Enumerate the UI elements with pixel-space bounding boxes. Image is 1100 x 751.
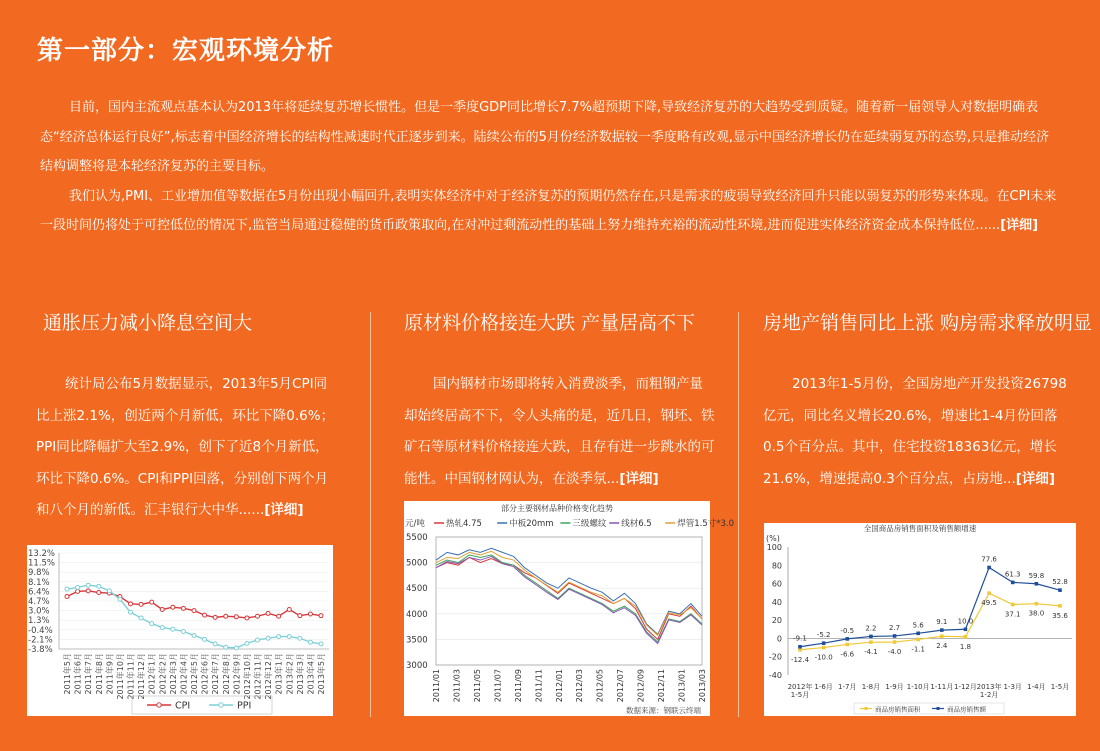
x-tick-label: 2013年2月 [285, 653, 295, 695]
x-tick-label: 2011年5月 [63, 653, 72, 695]
data-point-PPI [224, 645, 228, 649]
steel-price-chart [404, 501, 734, 716]
x-tick-label: 1-5月 [790, 691, 810, 699]
data-label: -5.2 [816, 631, 831, 640]
y-tick-label: 40 [771, 597, 782, 607]
data-point-PPI [129, 610, 133, 614]
x-tick-label: 2012/01 [554, 669, 564, 703]
data-point-CPI [65, 594, 69, 598]
data-point-CPI [224, 614, 228, 618]
x-tick-label: 2011年9月 [105, 653, 115, 695]
data-point-商品房销售额 [964, 627, 968, 631]
realestate-sales-chart-svg [764, 523, 1076, 716]
column-title-inflation: 通胀压力减小降息空间大 [43, 312, 253, 334]
cpi-ppi-chart-svg [27, 545, 333, 716]
column-divider-2 [738, 312, 739, 717]
data-label: 38.0 [1028, 609, 1045, 618]
legend-label: 商品房销售额 [947, 705, 986, 714]
series-line-商品房销售面积 [800, 593, 1060, 650]
x-tick-label: 1-11月 [930, 683, 954, 691]
x-tick-label: 2013/03 [698, 669, 707, 703]
data-point-PPI [277, 635, 281, 639]
x-tick-label: 2012年2月 [158, 653, 168, 695]
x-tick-label: 2011/03 [452, 669, 462, 703]
x-tick-label: 2011/01 [432, 669, 441, 703]
data-point-商品房销售额 [845, 637, 849, 641]
data-label: 52.8 [1052, 578, 1068, 587]
data-point-PPI [97, 584, 101, 588]
legend-label: 线材6.5 [621, 519, 652, 529]
x-tick-label: 1-5月 [1050, 683, 1070, 691]
data-label: 61.3 [1004, 570, 1021, 579]
column-body-inflation: 统计局公布5月数据显示，2013年5月CPI同比上涨2.1%，创近两个月新低，环比下降0.6%；PPI同比降幅扩大至2.9%，创下了近8个月新低，环比下降0.6%。CPI和PPI回落，分别创下两个月和八个月的新低。汇丰银行大中华......[详细] [36, 376, 335, 518]
chart-title: 部分主要钢材品种价格变化趋势 [501, 504, 613, 513]
data-label: 2.7 [888, 623, 901, 632]
data-point-商品房销售面积 [940, 634, 944, 638]
data-point-CPI [150, 600, 154, 604]
column-title-realestate: 房地产销售同比上涨 购房需求释放明显 [763, 312, 1093, 334]
x-tick-label: 2011/07 [493, 669, 503, 703]
data-point-CPI [97, 591, 101, 595]
data-point-PPI [86, 583, 90, 587]
x-tick-label: 2012年7月 [211, 653, 221, 695]
data-label: -4.1 [864, 648, 878, 657]
data-point-商品房销售面积 [1035, 602, 1039, 606]
x-tick-label: 2012年8月 [221, 653, 231, 695]
x-tick-label: 2012年11月 [253, 653, 263, 700]
y-axis-label: (%) [766, 534, 780, 543]
data-label: -12.4 [790, 655, 810, 664]
data-label: 10.0 [957, 617, 974, 626]
column-body-realestate: 2013年1-5月份，全国房地产开发投资26798亿元，同比名义增长20.6%，增速比1-4月份回落0.5个百分点。其中，住宅投资18363亿元，增长21.6%，增速提高0.3个百分点，占房地...[详细] [763, 376, 1067, 487]
data-label: 5.6 [912, 621, 924, 630]
y-tick-label: 6.4% [28, 587, 50, 598]
x-tick-label: 2011/09 [513, 669, 523, 703]
chart-title: 全国商品房销售面积及销售额增速 [863, 524, 977, 533]
intro-text [40, 93, 1060, 241]
data-point-CPI [245, 616, 249, 620]
data-point-商品房销售额 [822, 641, 826, 645]
y-tick-label: -0.4% [28, 625, 53, 636]
data-point-CPI [308, 612, 312, 616]
data-label: 37.1 [1004, 610, 1021, 619]
legend-label: 三级螺纹 [572, 519, 607, 529]
data-label: -1.1 [911, 645, 926, 654]
x-tick-label: 2012年6月 [200, 653, 210, 695]
steel-price-chart-svg [404, 501, 734, 716]
cpi-ppi-chart [27, 545, 333, 716]
x-tick-label: 1-7月 [838, 683, 857, 691]
data-point-CPI [319, 614, 323, 618]
data-label: -0.5 [840, 626, 855, 635]
page-title: 第一部分：宏观环境分析 [37, 36, 335, 66]
data-point-商品房销售额 [1011, 581, 1015, 585]
detail-link-realestate[interactable]: [详细] [1015, 470, 1056, 487]
data-point-商品房销售额 [869, 635, 873, 639]
column-divider-1 [370, 312, 371, 717]
x-tick-label: 2012年9月 [232, 653, 242, 695]
data-label: -4.0 [887, 648, 902, 657]
data-point-CPI [86, 589, 90, 593]
x-tick-label: 2013年 [976, 683, 1002, 691]
y-tick-label: -2.1% [28, 635, 53, 646]
data-point-商品房销售面积 [845, 643, 849, 647]
data-label: 49.5 [981, 599, 997, 608]
x-tick-label: 1-3月 [1003, 683, 1022, 691]
data-point-商品房销售面积 [869, 640, 873, 644]
x-tick-label: 2012年4月 [179, 653, 189, 695]
x-tick-label: 1-10月 [906, 683, 930, 691]
data-point-PPI [150, 622, 154, 626]
x-tick-label: 1-4月 [1027, 683, 1046, 691]
data-point-商品房销售额 [916, 632, 920, 636]
y-tick-label: -3.8% [28, 645, 53, 655]
x-tick-label: 2013年3月 [295, 653, 305, 695]
y-tick-label: -40 [768, 671, 782, 680]
legend-label: 焊管1.5寸*3.0 [677, 519, 734, 529]
y-axis-label: 元/吨 [405, 519, 425, 529]
data-point-PPI [256, 638, 260, 642]
data-label: 9.1 [936, 618, 948, 627]
data-point-PPI [192, 633, 196, 637]
x-tick-label: 2013年4月 [306, 653, 316, 695]
data-label: -10.0 [814, 653, 833, 662]
data-point-商品房销售面积 [1011, 603, 1015, 607]
y-tick-label: 80 [771, 561, 782, 571]
data-point-PPI [308, 640, 312, 644]
y-tick-label: 3.0% [28, 606, 50, 617]
data-point-PPI [76, 585, 80, 589]
data-point-CPI [266, 611, 270, 615]
data-point-CPI [213, 615, 217, 619]
y-tick-label: 4000 [406, 609, 428, 620]
series-line-线材6.5 [436, 556, 702, 643]
data-point-PPI [118, 597, 122, 601]
x-tick-label: 2012年12月 [264, 653, 274, 700]
x-tick-label: 2012年3月 [168, 653, 178, 695]
series-line-中板20mm [436, 548, 702, 634]
data-point-CPI [192, 609, 196, 613]
data-point-PPI [107, 589, 111, 593]
data-point-商品房销售面积 [822, 646, 826, 650]
y-tick-label: 13.2% [28, 549, 56, 559]
intro-paragraph-2: 我们认为,PMI、工业增加值等数据在5月份出现小幅回升,表明实体经济中对于经济复苏的预期仍然存在,只是需求的疲弱导致经济回升只能以弱复苏的形势来体现。在CPI未来一段时间仍将处于可控低位的情况下,监管当局通过稳健的货币政策取向,在对冲过剩流动性的基础上努力维持充裕的流动性环境,进而促进实体经济资金成本保持低位......[详细] [40, 188, 1057, 233]
data-point-商品房销售面积 [987, 591, 991, 595]
data-point-CPI [129, 602, 133, 606]
y-tick-label: 5500 [406, 533, 428, 543]
x-tick-label: 2012/09 [636, 669, 646, 703]
x-tick-label: 2013年5月 [317, 653, 326, 695]
data-point-PPI [319, 642, 323, 646]
x-tick-label: 2013/01 [677, 669, 687, 703]
legend-marker-PPI [219, 703, 223, 707]
legend-label: 热轧4.75 [446, 519, 482, 529]
y-tick-label: 1.3% [28, 616, 50, 627]
column-title-steel: 原材料价格接连大跌 产量居高不下 [404, 312, 696, 334]
detail-link-steel[interactable]: [详细] [619, 470, 659, 487]
intro-paragraph-1: 目前，国内主流观点基本认为2013年将延续复苏增长惯性。但是一季度GDP同比增长7.7%超预期下降,导致经济复苏的大趋势受到质疑。随着新一届领导人对数据明确表态“经济总体运行良好”,标志着中国经济增长的结构性减速时代正逐步到来。陆续公布的5月份经济数据较一季度略有改观,显示中国经济增长仍在延续弱复苏的态势,只是推动经济结构调整将是本轮经济复苏的主要目标。 [40, 100, 1050, 174]
data-point-商品房销售额 [940, 628, 944, 632]
data-point-PPI [160, 626, 164, 630]
data-point-PPI [65, 587, 69, 591]
data-point-商品房销售面积 [893, 640, 897, 644]
data-point-CPI [234, 615, 238, 619]
x-tick-label: 2011年8月 [94, 653, 104, 695]
detail-link-inflation[interactable]: [详细] [264, 502, 304, 518]
legend-label: 商品房销售面积 [875, 705, 921, 714]
series-line-PPI [67, 585, 321, 648]
data-point-商品房销售额 [1035, 582, 1039, 586]
data-point-PPI [287, 635, 291, 639]
series-line-商品房销售额 [800, 567, 1060, 646]
column-body-steel: 国内钢材市场即将转入消费淡季，而粗钢产量却始终居高不下，令人头痛的是，近几日，钢坯、铁矿石等原材料价格接连大跌，且存有进一步跳水的可能性。中国钢材网认为，在淡季氛...[详细] [404, 376, 715, 487]
data-point-PPI [266, 636, 270, 640]
data-point-PPI [234, 646, 238, 650]
x-tick-label: 2011年7月 [84, 653, 94, 695]
y-tick-label: 8.1% [28, 577, 50, 588]
data-label: 2.2 [865, 624, 877, 633]
x-tick-label: 2012年5月 [190, 653, 199, 695]
x-tick-label: 2011/11 [534, 669, 544, 703]
data-label: -6.6 [840, 650, 855, 659]
realestate-sales-chart [764, 523, 1076, 716]
data-label: -9.1 [793, 634, 807, 643]
data-point-PPI [171, 627, 175, 631]
data-point-PPI [298, 636, 302, 640]
data-point-商品房销售额 [798, 645, 802, 649]
data-point-CPI [287, 607, 291, 611]
x-tick-label: 1-12月 [954, 683, 977, 691]
data-label: 1.8 [959, 642, 972, 651]
data-point-PPI [139, 616, 143, 620]
data-point-商品房销售额 [1058, 588, 1062, 592]
y-tick-label: 5000 [406, 558, 428, 569]
data-label: 35.6 [1052, 611, 1068, 620]
legend-label: 中板20mm [509, 519, 554, 529]
y-tick-label: 11.5% [28, 558, 56, 569]
data-point-商品房销售额 [987, 566, 991, 570]
y-tick-label: 0 [776, 634, 782, 644]
data-label: 2.4 [936, 642, 948, 651]
x-tick-label: 2011年12月 [137, 653, 147, 700]
data-point-CPI [277, 614, 281, 618]
x-tick-label: 2011年6月 [73, 653, 83, 695]
legend-marker-商品房销售额 [937, 707, 940, 710]
series-line-CPI [67, 591, 321, 618]
data-point-PPI [213, 642, 217, 646]
y-tick-label: 60 [771, 579, 782, 589]
y-tick-label: 20 [771, 616, 782, 626]
x-tick-label: 2011/05 [472, 669, 482, 703]
chart-source: 数据来源：钢联云终端 [626, 706, 701, 715]
x-tick-label: 2011年11月 [126, 653, 136, 700]
data-point-CPI [256, 614, 260, 618]
y-tick-label: 3000 [406, 661, 428, 671]
data-point-CPI [160, 607, 164, 611]
series-line-焊管1.5寸*3.0 [436, 551, 702, 635]
x-tick-label: 2011年10月 [115, 653, 125, 700]
data-point-商品房销售面积 [916, 638, 920, 642]
y-tick-label: -20 [768, 652, 782, 662]
y-tick-label: 4500 [406, 584, 428, 595]
y-tick-label: 3500 [406, 635, 428, 646]
x-tick-label: 2012/05 [595, 669, 605, 703]
x-tick-label: 1-8月 [861, 683, 881, 691]
data-point-PPI [181, 629, 185, 633]
x-tick-label: 1-9月 [885, 683, 904, 691]
data-point-商品房销售面积 [964, 635, 968, 639]
data-point-商品房销售额 [893, 634, 897, 638]
data-point-CPI [298, 614, 302, 618]
intro-detail-link[interactable]: [详细] [1000, 218, 1039, 233]
x-tick-label: 2012/11 [657, 669, 667, 703]
data-point-CPI [203, 613, 207, 617]
legend-marker-商品房销售面积 [865, 707, 868, 710]
x-tick-label: 2012年 [787, 683, 813, 691]
data-point-PPI [203, 637, 207, 641]
data-label: 59.8 [1028, 571, 1045, 580]
y-tick-label: 100 [766, 543, 782, 552]
data-point-PPI [245, 641, 249, 645]
data-point-CPI [181, 606, 185, 610]
x-tick-label: 2012/03 [575, 669, 585, 703]
x-tick-label: 1-2月 [979, 691, 999, 699]
data-point-CPI [76, 589, 80, 593]
legend-marker-CPI [157, 703, 161, 707]
data-label: 77.6 [981, 555, 997, 564]
x-tick-label: 2012/07 [616, 669, 626, 703]
x-tick-label: 1-6月 [814, 683, 833, 691]
y-tick-label: 4.7% [28, 597, 50, 607]
legend-label: CPI [175, 700, 191, 712]
data-point-CPI [171, 605, 175, 609]
x-tick-label: 2012年1月 [147, 653, 157, 695]
data-point-商品房销售面积 [1058, 604, 1062, 608]
data-point-CPI [139, 602, 143, 606]
y-tick-label: 9.8% [28, 568, 50, 579]
x-tick-label: 2013年1月 [274, 653, 284, 695]
legend-label: PPI [237, 700, 252, 712]
x-tick-label: 2012年10月 [242, 653, 252, 700]
